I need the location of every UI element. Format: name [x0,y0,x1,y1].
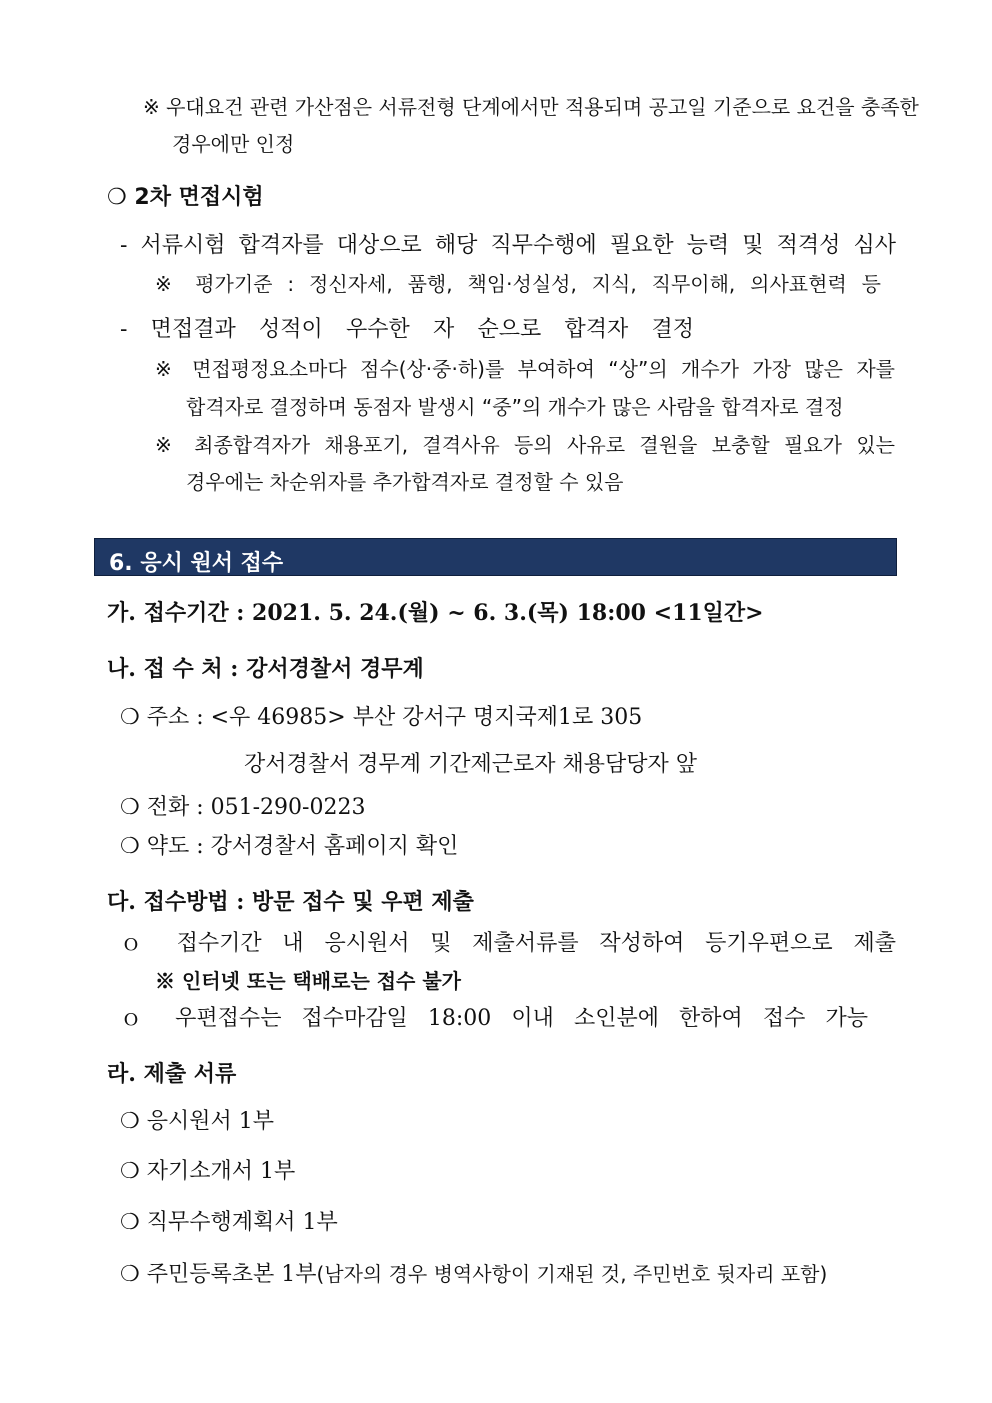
application-place [107,658,424,681]
interview-criteria-note: ※ 평가기준 : 정신자세, 품행, 책임·성실성, 지식, 직무이해, 의사표현력 등 [155,272,881,296]
application-method: 다. 접수방법 : 방문 접수 및 우편 제출 [107,889,474,915]
resident-doc-main: ❍ 주민등록초본 1부 [120,1262,317,1287]
address-line1: ❍ 주소 : <우 46985> 부산 강서구 명지국제1로 305 [120,705,643,730]
interview-note2-line2: 경우에는 차순위자를 추가합격자로 결정할 수 있음 [186,470,624,494]
interview-note2-line1: ※ 최종합격자가 채용포기, 결격사유 등의 사유로 결원을 보충할 필요가 있는 [155,433,895,457]
document-item-resident [120,1264,827,1286]
resident-doc-note: (남자의 경우 병역사항이 기재된 것, 주민번호 뒷자리 포함) [316,1262,828,1286]
bonus-note-line2: 경우에만 인정 [172,132,295,156]
interview-item-decision: - 면접결과 성적이 우수한 자 순으로 합격자 결정 [120,317,694,342]
section-header-bar [94,538,897,576]
application-period: 가. 접수기간 : 2021. 5. 24.(월) ~ 6. 3.(목) 18:00 <11일간> [107,600,764,626]
phone-line: ❍ 전화 : 051-290-0223 [120,795,366,820]
method-item-postmark: ｏ 우편접수는 접수마감일 18:00 이내 소인분에 한하여 접수 가능 [120,1006,868,1031]
interview-note1-line1: ※ 면접평정요소마다 점수(상·중·하)를 부여하여 “상”의 개수가 가장 많은 자를 [155,357,895,381]
interview-heading: ❍ 2차 면접시험 [107,185,264,210]
section-title: 6. 응시 원서 접수 [109,551,284,576]
address-line2: 강서경찰서 경무계 기간제근로자 채용담당자 앞 [244,752,698,777]
method-note-no-internet: ※ 인터넷 또는 택배로는 접수 불가 [155,969,461,993]
place-label: 나. 접 수 처 : [107,656,247,682]
bonus-note-line1: ※ 우대요건 관련 가산점은 서류전형 단계에서만 적용되며 공고일 기준으로 요건을 충족한 [143,95,919,119]
interview-note1-line2: 합격자로 결정하며 동점자 발생시 “중”의 개수가 많은 사람을 합격자로 결정 [186,395,844,419]
interview-item-screening: - 서류시험 합격자를 대상으로 해당 직무수행에 필요한 능력 및 적격성 심사 [120,233,896,258]
documents-heading: 라. 제출 서류 [107,1061,237,1087]
method-item-mail: ｏ 접수기간 내 응시원서 및 제출서류를 작성하여 등기우편으로 제출 [120,931,896,956]
place-value: 강서경찰서 경무계 [246,656,424,682]
document-item-intro: ❍ 자기소개서 1부 [120,1159,296,1184]
map-line: ❍ 약도 : 강서경찰서 홈페이지 확인 [120,834,459,859]
document-item-application: ❍ 응시원서 1부 [120,1109,274,1134]
document-item-plan: ❍ 직무수행계획서 1부 [120,1210,338,1235]
